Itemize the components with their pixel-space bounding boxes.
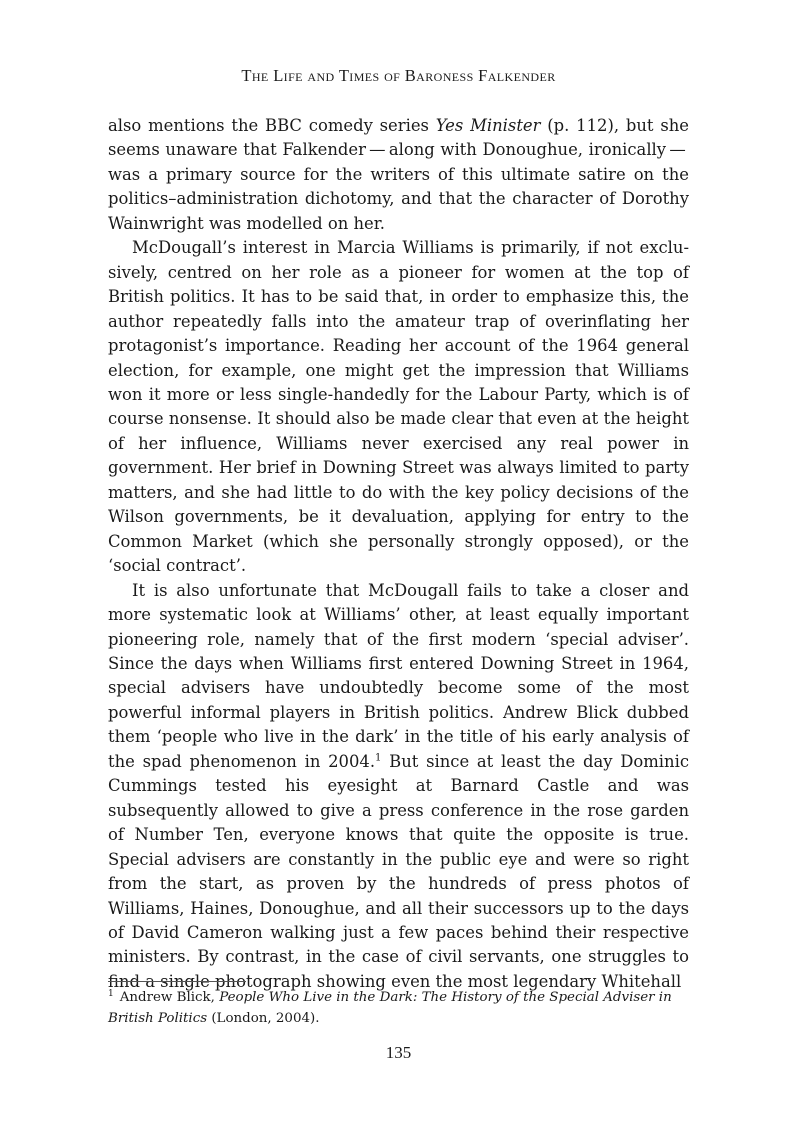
footnote-book-title: People Who Live in the Dark: The History of the Special Adviser in British Politics — [108, 990, 672, 1026]
body-text — [108, 114, 689, 994]
paragraph-1-text-a: also mentions the BBC comedy series — [108, 116, 436, 135]
footnote-publication: (London, 2004). — [207, 1010, 320, 1026]
paragraph-1-text-b: (p. 112), but she seems unaware that Falkender — along with Donoughue, ironically — was a primary source for the writers of this ultimate satire on the politics–administration dichotomy, and that the character of Dorothy Wainwright was modelled on her. — [108, 116, 689, 233]
footnote-divider — [108, 981, 246, 982]
yes-minister-title: Yes Minister — [435, 116, 541, 135]
footnote-author: Andrew Blick, — [119, 990, 220, 1005]
running-head: The Life and Times of Baroness Falkender — [241, 66, 556, 85]
footnote-number: 1 — [108, 988, 114, 999]
paragraph-2: McDougall’s interest in Marcia Williams is primarily, if not exclusively, centred on her role as a pioneer for women at the top of British politics. It has to be said that, in order to emphasize this, the author repeatedly falls into the amateur trap of overinflating her protagonist’s importance. Reading her account of the 1964 general election, for example, one might get the impression that Williams won it more or less single-handedly for the Labour Party, which is of course nonsense. It should also be made clear that even at the height of her influence, Williams never exercised any real power in government. Her brief in Downing Street was always limited to party matters, and she had little to do with the key policy decisions of the Wilson governments, be it devaluation, applying for entry to the Common Market (which she personally strongly opposed), or the ‘social contract’. — [108, 238, 689, 576]
paragraph-3-text-b: But since at least the day Dominic Cummings tested his eyesight at Barnard Castle and was subsequently allowed to give a press conference in the rose garden of Number Ten, everyone knows that quite the opposite is true. Special advisers are constantly in the public eye and were so right from the start, as proven by the hundreds of press photos of Williams, Haines, Donoughue, and all their successors up to the days of David Cameron walking just a few paces behind their respective ministers. By contrast, in the case of civil servants, one struggles to find a single photograph showing even the most legendary Whitehall — [108, 751, 689, 991]
footnote — [108, 988, 689, 1029]
footnote-reference[interactable]: 1 — [375, 752, 382, 764]
paragraph-3-text-a: It is also unfortunate that McDougall fails to take a closer and more systematic look at Williams’ other, at least equally important pioneering role, namely that of the first modern ‘special adviser’. Since the days when Williams first entered Downing Street in 1964, special advisers have undoubtedly become some of the most powerful informal players in British politics. Andrew Blick dubbed them ‘people who live in the dark’ in the title of his early analysis of the spad phenomenon in 2004. — [108, 580, 689, 771]
page-number: 135 — [385, 1043, 412, 1062]
paragraph-1 — [108, 114, 689, 236]
paragraph-3 — [108, 579, 689, 995]
